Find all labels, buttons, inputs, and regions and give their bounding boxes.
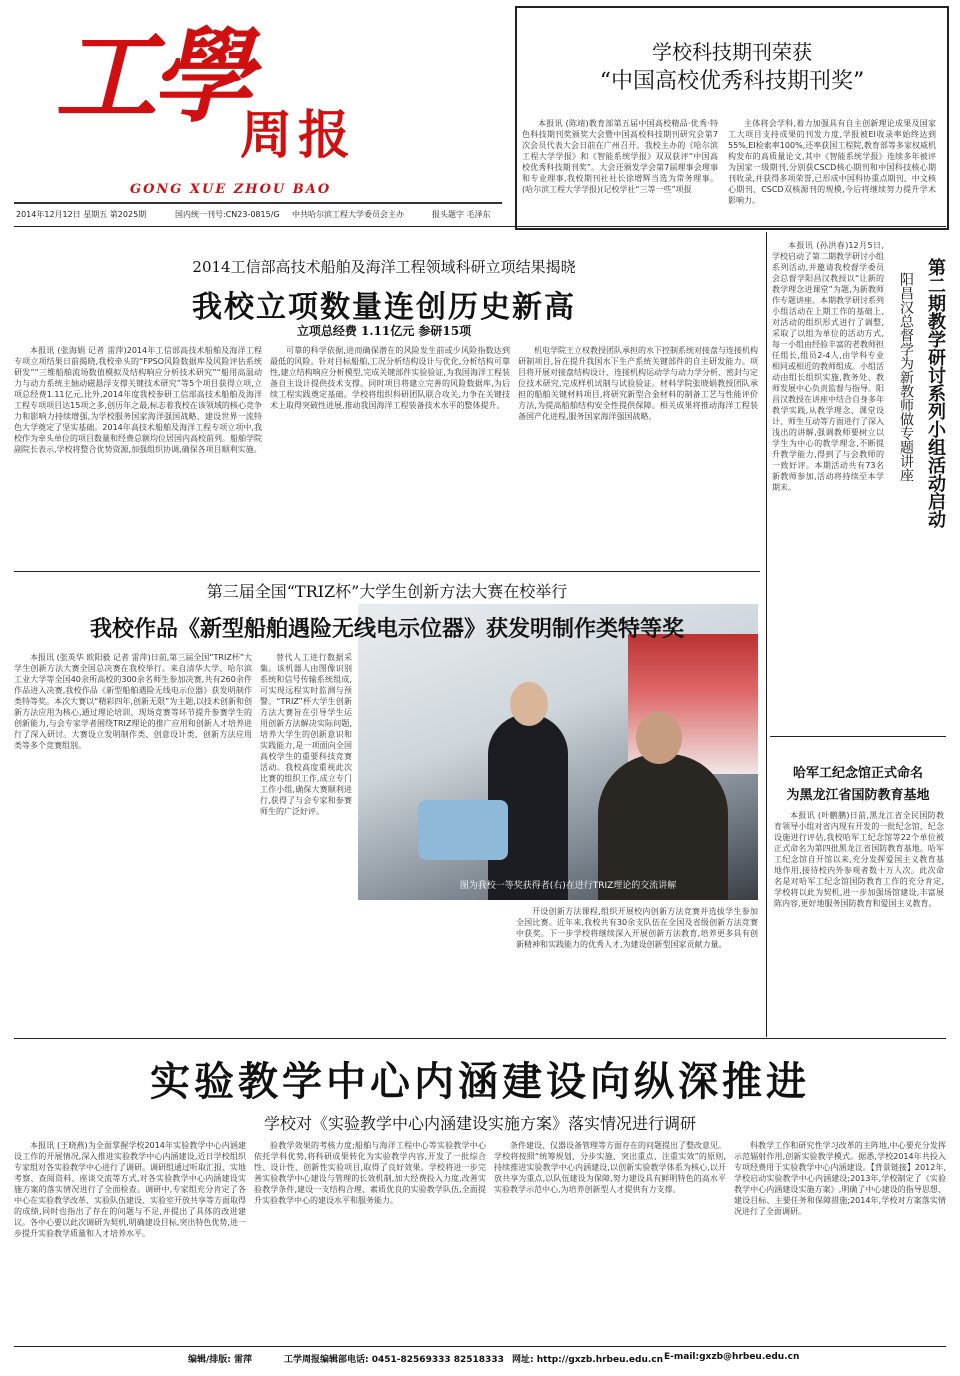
masthead-publisher-line: 中共哈尔滨工程大学委员会主办 — [292, 210, 404, 219]
story1-kicker: 2014工信部高技术船舶及海洋工程领域科研立项结果揭晓 — [192, 258, 576, 276]
story2-col1 — [14, 652, 252, 1032]
top-story-col2 — [728, 118, 936, 218]
story3-col1-text: 本报讯 (王晓燕)为全面掌握学校2014年实验教学中心内涵建设工作的开展情况,深入推进实验教学中心内涵建设,近日学校组织专家组对各实验教学中心进行了调研。调研组通过听取汇报、实地考察、查阅资料、座谈交流等方式,对各实验教学中心内涵建设实施方案的落实情况进行了全面检查。调研中,专家组充分肯定了各中心在实验教学改革、实验队伍建设、实验室开放共享等方面取得的成绩,同时也指出了存在的问题与不足,并提出了具体的改进建议。各中心要以此次调研为契机,明确建设目标,突出特色优势,进一步提升实验教学质量和人才培养水平。 — [14, 1141, 246, 1238]
top-story-col1 — [522, 118, 718, 218]
top-separator — [14, 226, 946, 227]
story3-col3 — [494, 1140, 726, 1340]
masthead-inscription-line: 报头题字 毛泽东 — [432, 210, 491, 219]
story1-col1 — [14, 345, 262, 567]
story3-col2 — [254, 1140, 486, 1340]
masthead-logo-gongxue: 工學 — [55, 17, 247, 137]
footer-rule — [14, 1346, 946, 1347]
story1-col2-text: 可靠的科学依据,进而确保潜在的风险发生前或少风险指数达到最低的风险。针对目标船舶,工况分析结构设计与优化,分析结构可靠性,建立结构响应分析模型,完成关键部件实验验证,为我国海洋工程装备自主设计提供技术支撑。同时项目将建立完善的风险数据库,为后续工程实践奠定基础。学校将组织科研团队联合攻关,力争在关键技术上取得突破性进展,推动我国海洋工程装备技术水平的整体提升。 — [270, 346, 510, 410]
story3-col2-text: 验教学效果的考核力度;船舶与海洋工程中心等实验教学中心依托学科优势,将科研成果转化为实验教学内容,开发了一批综合性、设计性、创新性实验项目,取得了良好效果。学校将进一步完善实验教学中心建设与管理的长效机制,加大经费投入力度,改善实验教学条件,建设一支结构合理、素质优良的实验教学队伍,全面提升实验教学中心的建设水平和服务能力。 — [254, 1141, 486, 1205]
photo-person-right-head — [636, 712, 682, 764]
story1-col2 — [270, 345, 510, 567]
story3-col4 — [734, 1140, 946, 1340]
side-story-body — [772, 240, 884, 730]
story3-subline: 学校对《实验教学中心内涵建设实施方案》落实情况进行调研 — [263, 1114, 696, 1133]
photo-device — [418, 800, 508, 860]
story3-col1 — [14, 1140, 246, 1340]
side-story-body-text: 本报讯 (孙洪春)12月5日,学校启动了第二期教学研讨小组系列活动,并邀请我校督学委员会总督学阳昌汉教授以“让新的教学理念进课堂”为题,为新教师作专题讲座。本期教学研讨系列小组活动在上期工作的基础上,对活动的组织形式进行了调整,采取了以组为单位的活动方式,每一小组由经验丰富的老教师担任组长,组员2-4人,由学科专业相同或相近的教师组成。小组活动由组长组织实施,教务处、教师发展中心负责监督与指导。阳昌汉教授在讲座中结合自身多年教学实践,从教学理念、课堂设计、师生互动等方面进行了深入浅出的讲解,强调教师要树立以学生为中心的教学理念,不断提升教学能力,得到了与会教师的一致好评。本期活动共有73名新教师参加,活动将持续至本学期末。 — [772, 241, 884, 492]
story1-col3 — [518, 345, 758, 567]
story3-headline: 实验教学中心内涵建设向纵深推进 — [150, 1058, 810, 1105]
masthead-logo-zhoubao: 周报 — [240, 105, 357, 166]
top-story-col2-text: 主体将会学科,着力加强具有自主创新理论成果及国家工大项目支持成果的刊发力度,学报被EI收录率始终达到55%,EI检索率100%,还率获国工程院,教育部等多家权威机构发布的高质量论文,其中《智能系统学报》连续多年被评为国家一级期刊,分别获CSCD核心期刊和中国科技核心期刊收录,并获得多项荣誉,已形成中国科协重点期刊、中文核心期刊、CSCD双核源刊的规模,今后将继续努力提升学术影响力。 — [728, 119, 936, 205]
story2-photo — [358, 604, 758, 900]
story2-col1-text: 本报讯 (张英华 欧阳毅 记者 雷萍)日前,第三届全国“TRIZ杯”大学生创新方法大赛全国总决赛在我校举行。来自清华大学、哈尔滨工业大学等全国40余所高校的300余名师生参加决赛,共有260余件作品进入决赛,我校作品《新型船舶遇险无线电示位器》获发明制作类特等奖。本次大赛以“精彩四年,创新无限”为主题,以技术创新和创新方法应用为核心,通过理论培训、现场竞赛等环节提升参赛学生的创新能力,与会专家学者围绕TRIZ理论的推广应用和创新人才培养进行了深入研讨。大赛设立发明制作类、创意设计类、创新方法应用类等多个竞赛组别。 — [14, 653, 252, 750]
footer-website[interactable]: 网址: http://gxzb.hrbeu.edu.cn — [512, 1355, 664, 1365]
side-separator — [770, 736, 946, 737]
story1-headline: 我校立项数量连创历史新高 — [192, 290, 576, 325]
story3-col3-text: 条件建设、仪器设备管理等方面存在的问题提出了整改意见。学校将按照“统筹规划、分步实施、突出重点、注重实效”的原则,持续推进实验教学中心内涵建设,以创新实验教学体系为核心,以开放共享为重点,以队伍建设为保障,努力建设具有鲜明特色的高水平实验教学示范中心,为培养创新型人才提供有力支撑。 — [494, 1141, 726, 1194]
story1-subline: 立项总经费 1.11亿元 参研15项 — [296, 324, 472, 338]
left-right-divider — [766, 232, 767, 1037]
masthead-cn-line: 国内统一刊号:CN23-0815/G — [175, 210, 280, 219]
story3-top-rule — [14, 1038, 946, 1039]
story2-col3-text: 开设创新方法课程,组织开展校内创新方法竞赛并选拔学生参加全国比赛。近年来,我校共有30余支队伍在全国及省级创新方法竞赛中获奖。下一步学校将继续深入开展创新方法教育,培养更多具有创新精神和实践能力的优秀人才,为建设创新型国家贡献力量。 — [516, 907, 758, 949]
footer-phone: 工学周报编辑部电话: 0451-82569333 82518333 — [284, 1355, 504, 1365]
side-story-vertical-subhead: 阳昌汉总督学为新教师做专题讲座 — [898, 272, 914, 482]
top-story-col1-text: 本报讯 (陈靖)教育部第五届中国高校精品·优秀·特色科技期刊奖颁奖大会暨中国高校科技期刊研究会第7次会员代表大会日前在广州召开。我校主办的《哈尔滨工程大学学报》和《智能系统学报》双双获评“中国高校优秀科技期刊奖”。大会还颁发学会第7届理事会理事和专业理事,我校期刊社社长徐增辉当选为常务理事。 (哈尔滨工程大学学报)(记校学社“三等一些”项报 — [522, 119, 718, 194]
story3-col4-text: 科教学工作和研究性学习改革的主阵地,中心要充分发挥示范辐射作用,创新实验教学模式。据悉,学校2014年共投入专项经费用于实验教学中心内涵建设。【背景链接】2012年,学校启动实验教学中心内涵建设;2013年,学校制定了《实验教学中心内涵建设实施方案》,明确了中心建设的指导思想、建设目标、主要任务和保障措施;2014年,学校对方案落实情况进行了全面调研。 — [734, 1141, 946, 1216]
photo-person-left-head — [510, 682, 548, 726]
side-story2-headline-2: 为黑龙江省国防教育基地 — [786, 788, 930, 803]
story2-top-rule — [14, 571, 760, 572]
side-story2-body-text: 本报讯 (叶鹏鹏)日前,黑龙江省全民国防教育领导小组对省内现有开发的一批纪念馆、纪念设施进行评估,我校哈军工纪念馆等22个单位被正式命名为第四批黑龙江省国防教育基地。哈军工纪念馆自开馆以来,充分发挥爱国主义教育基地作用,接待校内外参观者数十万人次。此次命名是对哈军工纪念馆国防教育工作的充分肯定,学校将以此为契机,进一步加强场馆建设,丰富展陈内容,更好地服务国防教育和爱国主义教育。 — [774, 811, 944, 908]
footer-email[interactable]: E-mail:gxzb@hrbeu.edu.cn — [664, 1352, 800, 1362]
top-story-title-2: “中国高校优秀科技期刊奖” — [599, 69, 865, 94]
story1-col3-text: 机电学院王立权教授团队承担的水下控制系统对接盘与连接机构研制项目,旨在提升我国水下生产系统关键部件的自主研发能力。项目将开展对接盘结构设计、连接机构运动学与动力学分析、密封与定位技术研究,完成样机试制与试验验证。材料学院张晓娟教授团队承担的船舶关键材料项目,将研究新型合金材料的制备工艺与性能评价方法,为提高船舶结构安全性提供保障。相关成果将推动海洋工程装备国产化进程,服务国家海洋强国战略。 — [518, 346, 758, 421]
footer-editor: 编辑/排版: 雷萍 — [188, 1355, 253, 1365]
side-story-vertical-headline: 第二期教学研讨系列小组活动启动 — [925, 258, 946, 528]
masthead-rule — [14, 202, 502, 204]
top-story-title-1: 学校科技期刊荣获 — [652, 40, 812, 64]
side-story2-headline-1: 哈军工纪念馆正式命名 — [792, 766, 923, 781]
story2-col3 — [516, 906, 758, 1032]
masthead-date-line: 2014年12月12日 星期五 第2025期 — [16, 210, 147, 219]
side-story2-body — [774, 810, 944, 1032]
story2-photo-caption: 图为我校一等奖获得者(右)在进行TRIZ理论的交流讲解 — [459, 881, 677, 891]
story2-kicker: 第三届全国“TRIZ杯”大学生创新方法大赛在校举行 — [206, 582, 568, 601]
story2-col2-text: 替代人工进行数据采集。该机器人由图像识别系统和信号传输系统组成,可实现远程实时监测与预警。“TRIZ”杯大学生创新方法大赛旨在引导学生运用创新方法解决实际问题,培养大学生的创新意识和实践能力,是一项面向全国高校学生的重要科技竞赛活动。我校高度重视此次比赛的组织工作,成立专门工作小组,确保大赛顺利进行,获得了与会专家和参赛师生的广泛好评。 — [260, 653, 352, 816]
story1-col1-text: 本报讯 (张海娟 记者 雷萍)2014年工信部高技术船舶及海洋工程专项立项结果日前揭晓,我校牵头的“FPSO风险数据库及风险评估系统研发”“三维船舶流场数值模拟及结构响应分析技术研究”“船用高温动力与动力系统主轴动磁悬浮支撑关键技术研究”等5个项目获得立项,立项总经费1.11亿元,比外,2014年度我校参研工信部高技术船舶及海洋工程专项项目达15项之多,创历年之最,标志着我校在该领域的核心竞争力和影响力持续增强,为学校服务国家海洋强国战略、建设世界一流特色大学奠定了坚实基础。2014年高技术船舶及海洋工程专项立项中,我校作为牵头单位的项目数量和经费总额均位居国内高校前列。船舶学院副院长表示,学校将整合优势资源,加强组织协调,确保各项目顺利实施。 — [14, 346, 262, 454]
story2-col2 — [260, 652, 352, 1032]
story2-headline: 我校作品《新型船舶遇险无线电示位器》获发明制作类特等奖 — [89, 616, 684, 642]
masthead-pinyin: GONG XUE ZHOU BAO — [130, 182, 332, 197]
